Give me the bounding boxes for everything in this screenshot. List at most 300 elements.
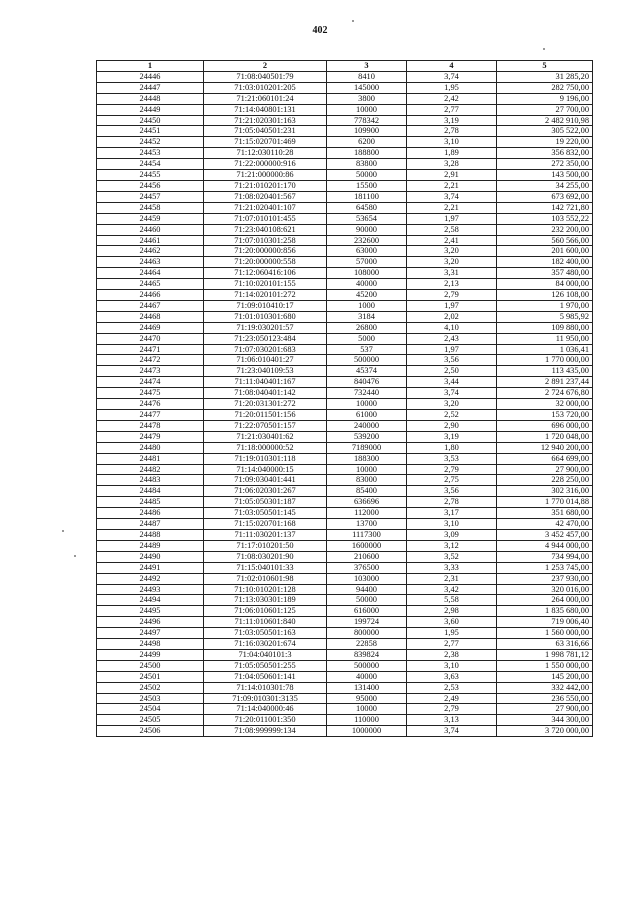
rate-cell: 2,21 xyxy=(407,202,497,213)
rate-cell: 3,74 xyxy=(407,71,497,82)
table-row xyxy=(97,606,593,617)
row-number-cell: 24465 xyxy=(97,279,204,290)
cadastral-number-cell: 71:11:030201:137 xyxy=(204,529,327,540)
area-cell: 240000 xyxy=(327,420,407,431)
row-number-cell: 24468 xyxy=(97,311,204,322)
table-row xyxy=(97,344,593,355)
area-cell: 232600 xyxy=(327,235,407,246)
cadastral-number-cell: 71:05:050501:255 xyxy=(204,660,327,671)
rate-cell: 3,74 xyxy=(407,726,497,737)
row-number-cell: 24504 xyxy=(97,704,204,715)
value-cell: 201 600,00 xyxy=(497,246,593,257)
row-number-cell: 24471 xyxy=(97,344,204,355)
table-row xyxy=(97,497,593,508)
cadastral-number-cell: 71:10:010201:128 xyxy=(204,584,327,595)
row-number-cell: 24502 xyxy=(97,682,204,693)
value-cell: 32 000,00 xyxy=(497,399,593,410)
table-row xyxy=(97,704,593,715)
row-number-cell: 24452 xyxy=(97,137,204,148)
value-cell: 664 699,00 xyxy=(497,453,593,464)
row-number-cell: 24470 xyxy=(97,333,204,344)
rate-cell: 2,77 xyxy=(407,639,497,650)
rate-cell: 3,20 xyxy=(407,399,497,410)
value-cell: 143 500,00 xyxy=(497,170,593,181)
cadastral-number-cell: 71:21:000000:86 xyxy=(204,170,327,181)
row-number-cell: 24499 xyxy=(97,649,204,660)
area-cell: 616000 xyxy=(327,606,407,617)
value-cell: 356 832,00 xyxy=(497,148,593,159)
area-cell: 145000 xyxy=(327,82,407,93)
cadastral-number-cell: 71:21:020301:163 xyxy=(204,115,327,126)
rate-cell: 3,19 xyxy=(407,431,497,442)
row-number-cell: 24496 xyxy=(97,617,204,628)
cadastral-number-cell: 71:08:040401:142 xyxy=(204,388,327,399)
area-cell: 5000 xyxy=(327,333,407,344)
area-cell: 839824 xyxy=(327,649,407,660)
rate-cell: 2,90 xyxy=(407,420,497,431)
area-cell: 85400 xyxy=(327,486,407,497)
table-row xyxy=(97,268,593,279)
value-cell: 1 970,00 xyxy=(497,300,593,311)
area-cell: 40000 xyxy=(327,279,407,290)
rate-cell: 3,42 xyxy=(407,584,497,595)
row-number-cell: 24473 xyxy=(97,366,204,377)
value-cell: 103 552,22 xyxy=(497,213,593,224)
rate-cell: 2,02 xyxy=(407,311,497,322)
cadastral-number-cell: 71:19:030201:57 xyxy=(204,322,327,333)
value-cell: 9 196,00 xyxy=(497,93,593,104)
area-cell: 45200 xyxy=(327,290,407,301)
value-cell: 84 000,00 xyxy=(497,279,593,290)
area-cell: 110000 xyxy=(327,715,407,726)
value-cell: 1 036,41 xyxy=(497,344,593,355)
rate-cell: 5,58 xyxy=(407,595,497,606)
table-row xyxy=(97,191,593,202)
area-cell: 732440 xyxy=(327,388,407,399)
row-number-cell: 24491 xyxy=(97,562,204,573)
cadastral-number-cell: 71:20:000000:856 xyxy=(204,246,327,257)
table-row xyxy=(97,290,593,301)
rate-cell: 3,74 xyxy=(407,191,497,202)
value-cell: 63 316,66 xyxy=(497,639,593,650)
value-cell: 673 692,00 xyxy=(497,191,593,202)
table-row xyxy=(97,682,593,693)
value-cell: 142 721,80 xyxy=(497,202,593,213)
row-number-cell: 24446 xyxy=(97,71,204,82)
table-row xyxy=(97,180,593,191)
table-row xyxy=(97,420,593,431)
area-cell: 103000 xyxy=(327,573,407,584)
rate-cell: 2,78 xyxy=(407,497,497,508)
row-number-cell: 24489 xyxy=(97,540,204,551)
table-header-row xyxy=(97,61,593,72)
value-cell: 42 470,00 xyxy=(497,519,593,530)
area-cell: 94400 xyxy=(327,584,407,595)
cadastral-number-cell: 71:14:040000:46 xyxy=(204,704,327,715)
row-number-cell: 24447 xyxy=(97,82,204,93)
value-cell: 305 522,00 xyxy=(497,126,593,137)
table-row xyxy=(97,540,593,551)
cadastral-number-cell: 71:14:040000:15 xyxy=(204,464,327,475)
table-row xyxy=(97,137,593,148)
rate-cell: 3,31 xyxy=(407,268,497,279)
area-cell: 188800 xyxy=(327,148,407,159)
rate-cell: 3,20 xyxy=(407,257,497,268)
scan-speck xyxy=(74,555,76,557)
value-cell: 264 000,00 xyxy=(497,595,593,606)
value-cell: 145 200,00 xyxy=(497,671,593,682)
row-number-cell: 24488 xyxy=(97,529,204,540)
area-cell: 53654 xyxy=(327,213,407,224)
cadastral-number-cell: 71:07:010101:455 xyxy=(204,213,327,224)
table-row xyxy=(97,693,593,704)
area-cell: 840476 xyxy=(327,377,407,388)
area-cell: 3800 xyxy=(327,93,407,104)
area-cell: 500000 xyxy=(327,660,407,671)
row-number-cell: 24480 xyxy=(97,442,204,453)
value-cell: 3 452 457,00 xyxy=(497,529,593,540)
value-cell: 237 930,00 xyxy=(497,573,593,584)
area-cell: 1000000 xyxy=(327,726,407,737)
row-number-cell: 24500 xyxy=(97,660,204,671)
area-cell: 108000 xyxy=(327,268,407,279)
cadastral-number-cell: 71:12:060416:106 xyxy=(204,268,327,279)
area-cell: 22858 xyxy=(327,639,407,650)
area-cell: 8410 xyxy=(327,71,407,82)
area-cell: 539200 xyxy=(327,431,407,442)
value-cell: 1 720 048,00 xyxy=(497,431,593,442)
area-cell: 45374 xyxy=(327,366,407,377)
area-cell: 636696 xyxy=(327,497,407,508)
table-row xyxy=(97,213,593,224)
value-cell: 11 950,00 xyxy=(497,333,593,344)
rate-cell: 2,79 xyxy=(407,464,497,475)
cadastral-number-cell: 71:09:010301:3135 xyxy=(204,693,327,704)
value-cell: 31 285,20 xyxy=(497,71,593,82)
row-number-cell: 24476 xyxy=(97,399,204,410)
area-cell: 500000 xyxy=(327,355,407,366)
table-row xyxy=(97,431,593,442)
area-cell: 7189000 xyxy=(327,442,407,453)
row-number-cell: 24448 xyxy=(97,93,204,104)
cadastral-number-cell: 71:21:060101:24 xyxy=(204,93,327,104)
value-cell: 27 900,00 xyxy=(497,464,593,475)
cadastral-number-cell: 71:23:040108:621 xyxy=(204,224,327,235)
cadastral-number-cell: 71:22:000000:916 xyxy=(204,159,327,170)
land-registry-table xyxy=(96,60,593,737)
row-number-cell: 24451 xyxy=(97,126,204,137)
table-row xyxy=(97,639,593,650)
rate-cell: 4,10 xyxy=(407,322,497,333)
cadastral-number-cell: 71:19:010301:118 xyxy=(204,453,327,464)
value-cell: 1 770 014,88 xyxy=(497,497,593,508)
value-cell: 182 400,00 xyxy=(497,257,593,268)
rate-cell: 1,95 xyxy=(407,628,497,639)
page-number: 402 xyxy=(312,25,328,36)
area-cell: 537 xyxy=(327,344,407,355)
cadastral-number-cell: 71:08:999999:134 xyxy=(204,726,327,737)
row-number-cell: 24494 xyxy=(97,595,204,606)
table-row xyxy=(97,453,593,464)
table-row xyxy=(97,322,593,333)
row-number-cell: 24454 xyxy=(97,159,204,170)
rate-cell: 2,58 xyxy=(407,224,497,235)
rate-cell: 1,97 xyxy=(407,300,497,311)
value-cell: 1 770 000,00 xyxy=(497,355,593,366)
cadastral-number-cell: 71:14:020101:272 xyxy=(204,290,327,301)
column-header: 4 xyxy=(407,61,497,72)
table-row xyxy=(97,486,593,497)
rate-cell: 2,52 xyxy=(407,410,497,421)
area-cell: 10000 xyxy=(327,704,407,715)
value-cell: 12 940 200,00 xyxy=(497,442,593,453)
row-number-cell: 24481 xyxy=(97,453,204,464)
value-cell: 1 550 000,00 xyxy=(497,660,593,671)
value-cell: 344 300,00 xyxy=(497,715,593,726)
row-number-cell: 24474 xyxy=(97,377,204,388)
table-row xyxy=(97,377,593,388)
rate-cell: 1,95 xyxy=(407,82,497,93)
value-cell: 696 000,00 xyxy=(497,420,593,431)
cadastral-number-cell: 71:01:010301:680 xyxy=(204,311,327,322)
row-number-cell: 24467 xyxy=(97,300,204,311)
row-number-cell: 24484 xyxy=(97,486,204,497)
row-number-cell: 24490 xyxy=(97,551,204,562)
value-cell: 2 891 237,44 xyxy=(497,377,593,388)
row-number-cell: 24492 xyxy=(97,573,204,584)
cadastral-number-cell: 71:03:010201:205 xyxy=(204,82,327,93)
row-number-cell: 24450 xyxy=(97,115,204,126)
scan-speck xyxy=(352,20,354,22)
area-cell: 57000 xyxy=(327,257,407,268)
cadastral-number-cell: 71:16:030201:674 xyxy=(204,639,327,650)
cadastral-number-cell: 71:11:010601:840 xyxy=(204,617,327,628)
row-number-cell: 24464 xyxy=(97,268,204,279)
table-row xyxy=(97,246,593,257)
table-row xyxy=(97,475,593,486)
rate-cell: 2,42 xyxy=(407,93,497,104)
cadastral-number-cell: 71:09:010410:17 xyxy=(204,300,327,311)
row-number-cell: 24486 xyxy=(97,508,204,519)
table-row xyxy=(97,595,593,606)
value-cell: 232 200,00 xyxy=(497,224,593,235)
cadastral-number-cell: 71:15:040101:33 xyxy=(204,562,327,573)
table-row xyxy=(97,410,593,421)
area-cell: 10000 xyxy=(327,464,407,475)
table-row xyxy=(97,399,593,410)
table-row xyxy=(97,170,593,181)
cadastral-number-cell: 71:05:050301:187 xyxy=(204,497,327,508)
table-row xyxy=(97,202,593,213)
cadastral-number-cell: 71:18:000000:52 xyxy=(204,442,327,453)
value-cell: 4 944 000,00 xyxy=(497,540,593,551)
value-cell: 19 220,00 xyxy=(497,137,593,148)
area-cell: 181100 xyxy=(327,191,407,202)
rate-cell: 2,13 xyxy=(407,279,497,290)
area-cell: 50000 xyxy=(327,595,407,606)
value-cell: 1 998 781,12 xyxy=(497,649,593,660)
cadastral-number-cell: 71:03:050501:163 xyxy=(204,628,327,639)
rate-cell: 2,79 xyxy=(407,704,497,715)
area-cell: 112000 xyxy=(327,508,407,519)
area-cell: 61000 xyxy=(327,410,407,421)
table-row xyxy=(97,93,593,104)
area-cell: 95000 xyxy=(327,693,407,704)
cadastral-number-cell: 71:22:070501:157 xyxy=(204,420,327,431)
row-number-cell: 24449 xyxy=(97,104,204,115)
area-cell: 90000 xyxy=(327,224,407,235)
rate-cell: 2,78 xyxy=(407,126,497,137)
scan-speck xyxy=(62,530,64,532)
row-number-cell: 24495 xyxy=(97,606,204,617)
row-number-cell: 24463 xyxy=(97,257,204,268)
area-cell: 63000 xyxy=(327,246,407,257)
row-number-cell: 24477 xyxy=(97,410,204,421)
table-row xyxy=(97,519,593,530)
rate-cell: 3,19 xyxy=(407,115,497,126)
rate-cell: 3,56 xyxy=(407,486,497,497)
rate-cell: 1,80 xyxy=(407,442,497,453)
area-cell: 64580 xyxy=(327,202,407,213)
rate-cell: 3,33 xyxy=(407,562,497,573)
table-row xyxy=(97,82,593,93)
table-row xyxy=(97,584,593,595)
value-cell: 734 994,00 xyxy=(497,551,593,562)
row-number-cell: 24503 xyxy=(97,693,204,704)
value-cell: 719 006,40 xyxy=(497,617,593,628)
rate-cell: 3,52 xyxy=(407,551,497,562)
rate-cell: 3,10 xyxy=(407,519,497,530)
value-cell: 153 720,00 xyxy=(497,410,593,421)
cadastral-number-cell: 71:08:030201:90 xyxy=(204,551,327,562)
table-row xyxy=(97,300,593,311)
table-row xyxy=(97,508,593,519)
area-cell: 10000 xyxy=(327,104,407,115)
row-number-cell: 24497 xyxy=(97,628,204,639)
row-number-cell: 24498 xyxy=(97,639,204,650)
area-cell: 26800 xyxy=(327,322,407,333)
cadastral-number-cell: 71:08:040501:79 xyxy=(204,71,327,82)
table-row xyxy=(97,279,593,290)
row-number-cell: 24482 xyxy=(97,464,204,475)
cadastral-number-cell: 71:06:010601:125 xyxy=(204,606,327,617)
rate-cell: 2,50 xyxy=(407,366,497,377)
row-number-cell: 24485 xyxy=(97,497,204,508)
table-row xyxy=(97,257,593,268)
table-row xyxy=(97,671,593,682)
rate-cell: 3,28 xyxy=(407,159,497,170)
cadastral-number-cell: 71:15:020701:168 xyxy=(204,519,327,530)
scan-speck xyxy=(543,48,545,50)
cadastral-number-cell: 71:11:040401:167 xyxy=(204,377,327,388)
table-row xyxy=(97,464,593,475)
area-cell: 188300 xyxy=(327,453,407,464)
row-number-cell: 24493 xyxy=(97,584,204,595)
cadastral-number-cell: 71:21:030401:62 xyxy=(204,431,327,442)
cadastral-number-cell: 71:21:020401:107 xyxy=(204,202,327,213)
table-row xyxy=(97,104,593,115)
row-number-cell: 24505 xyxy=(97,715,204,726)
value-cell: 560 566,00 xyxy=(497,235,593,246)
table-body xyxy=(97,71,593,736)
value-cell: 320 016,00 xyxy=(497,584,593,595)
row-number-cell: 24479 xyxy=(97,431,204,442)
cadastral-number-cell: 71:03:050501:145 xyxy=(204,508,327,519)
rate-cell: 3,74 xyxy=(407,388,497,399)
rate-cell: 2,53 xyxy=(407,682,497,693)
cadastral-number-cell: 71:20:011501:156 xyxy=(204,410,327,421)
cadastral-number-cell: 71:13:030301:189 xyxy=(204,595,327,606)
rate-cell: 2,21 xyxy=(407,180,497,191)
value-cell: 236 550,00 xyxy=(497,693,593,704)
value-cell: 1 560 000,00 xyxy=(497,628,593,639)
rate-cell: 3,13 xyxy=(407,715,497,726)
row-number-cell: 24483 xyxy=(97,475,204,486)
area-cell: 109900 xyxy=(327,126,407,137)
area-cell: 210600 xyxy=(327,551,407,562)
column-header: 3 xyxy=(327,61,407,72)
rate-cell: 2,79 xyxy=(407,290,497,301)
value-cell: 357 480,00 xyxy=(497,268,593,279)
area-cell: 83800 xyxy=(327,159,407,170)
rate-cell: 2,38 xyxy=(407,649,497,660)
table-row xyxy=(97,442,593,453)
cadastral-number-cell: 71:23:040109:53 xyxy=(204,366,327,377)
cadastral-number-cell: 71:14:040801:131 xyxy=(204,104,327,115)
value-cell: 126 108,00 xyxy=(497,290,593,301)
rate-cell: 3,60 xyxy=(407,617,497,628)
area-cell: 376500 xyxy=(327,562,407,573)
table-row xyxy=(97,126,593,137)
table-row xyxy=(97,551,593,562)
table-row xyxy=(97,388,593,399)
table-row xyxy=(97,726,593,737)
rate-cell: 3,10 xyxy=(407,137,497,148)
cadastral-number-cell: 71:17:010201:50 xyxy=(204,540,327,551)
row-number-cell: 24466 xyxy=(97,290,204,301)
cadastral-number-cell: 71:07:010301:258 xyxy=(204,235,327,246)
cadastral-number-cell: 71:07:030201:683 xyxy=(204,344,327,355)
column-header: 1 xyxy=(97,61,204,72)
rate-cell: 3,17 xyxy=(407,508,497,519)
cadastral-number-cell: 71:14:010301:78 xyxy=(204,682,327,693)
rate-cell: 3,44 xyxy=(407,377,497,388)
table-row xyxy=(97,628,593,639)
row-number-cell: 24478 xyxy=(97,420,204,431)
cadastral-number-cell: 71:15:020701:469 xyxy=(204,137,327,148)
table-row xyxy=(97,715,593,726)
table-row xyxy=(97,148,593,159)
rate-cell: 1,97 xyxy=(407,344,497,355)
row-number-cell: 24506 xyxy=(97,726,204,737)
table-row xyxy=(97,115,593,126)
table-row xyxy=(97,159,593,170)
row-number-cell: 24455 xyxy=(97,170,204,181)
table-row xyxy=(97,529,593,540)
value-cell: 1 835 680,00 xyxy=(497,606,593,617)
row-number-cell: 24475 xyxy=(97,388,204,399)
value-cell: 272 350,00 xyxy=(497,159,593,170)
value-cell: 3 720 000,00 xyxy=(497,726,593,737)
rate-cell: 2,77 xyxy=(407,104,497,115)
value-cell: 34 255,00 xyxy=(497,180,593,191)
rate-cell: 3,10 xyxy=(407,660,497,671)
table-row xyxy=(97,562,593,573)
row-number-cell: 24456 xyxy=(97,180,204,191)
row-number-cell: 24457 xyxy=(97,191,204,202)
rate-cell: 3,63 xyxy=(407,671,497,682)
row-number-cell: 24501 xyxy=(97,671,204,682)
